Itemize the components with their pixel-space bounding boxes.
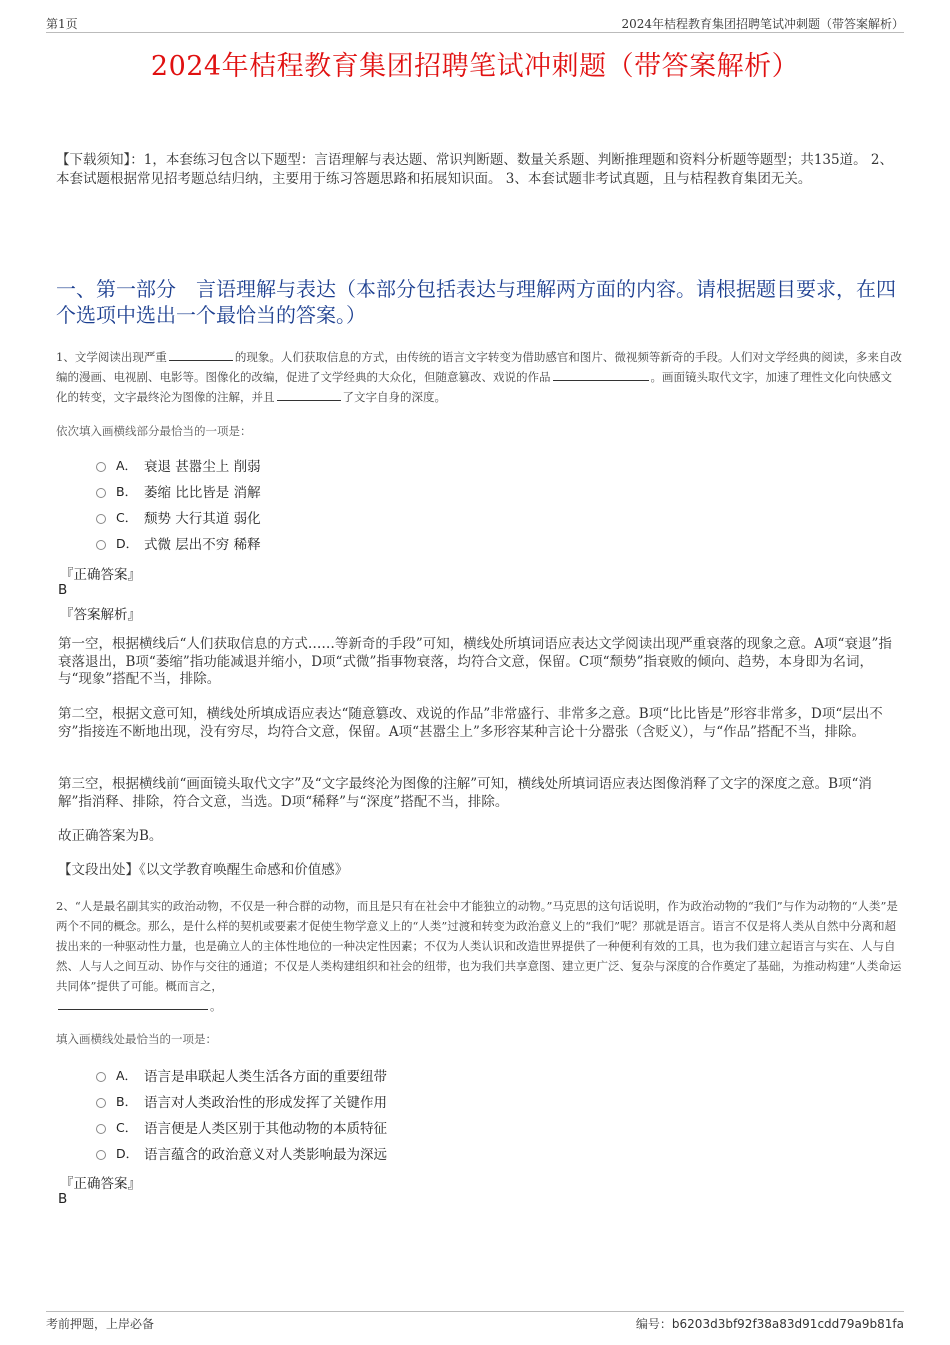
page-number: 第1页 — [46, 17, 78, 31]
analysis-paragraph: 第二空，根据文意可知，横线处所填成语应表达“随意篡改、戏说的作品”非常盛行、非常多之意。B项“比比皆是”形容非常多，D项“层出不穷”指接连不断地出现，没有穷尽，均符合文意，保留。A项“甚嚣尘上”多形容某种言论十分嚣张（含贬义），与“作品”搭配不当，排除。 — [58, 706, 883, 740]
radio-icon[interactable] — [96, 1124, 106, 1134]
page-header — [46, 14, 904, 33]
radio-icon[interactable] — [96, 540, 106, 550]
radio-icon[interactable] — [96, 1150, 106, 1160]
option-a[interactable]: A． 语言是串联起人类生活各方面的重要纽带 — [96, 1062, 387, 1088]
question-1-text: 1、文学阅读出现严重 的现象。人们获取信息的方式，由传统的语言文字转变为借助感官和图片、微视频等新奇的手段。人们对文学经典的阅读，多来自改编的漫画、电视剧、电影等。图像化的改编，促进了文学经典的大众化，但随意篡改、戏说的作品 。画面镜头取代文字，加速了理性文化向快感文化的转变，文字最终沦为图像的注解，并且 了文字自身的深度。 — [56, 347, 902, 407]
analysis-conclusion: 故正确答案为B。 — [58, 828, 163, 844]
question-2-text: 2、“人是最名副其实的政治动物，不仅是一种合群的动物，而且是只有在社会中才能独立的动物。”马克思的这句话说明，作为政治动物的“我们”与作为动物的“人类”是两个不同的概念。那么，是什么样的契机或要素才促使生物学意义上的“人类”过渡和转变为政治意义上的“我们”呢？那就是语言。语言不仅是将人类从自然中分离和超拔出来的一种驱动性力量，也是确立人的主体性地位的一种决定性因素；不仅为人类认识和改造世界提供了一种便利有效的工具，也为我们建立起语言与实在、人与自然、人与人之间互动、协作与交往的通道；不仅是人类构建组织和社会的纽带，也为我们共享意图、建立更广泛、复杂与深度的合作奠定了基础，为推动构建“人类命运共同体”提供了可能。概而言之， 。 — [56, 899, 902, 1013]
page-footer — [46, 1311, 904, 1332]
blank-line — [58, 996, 208, 1010]
option-a[interactable]: A． 衰退 甚嚣尘上 削弱 — [96, 452, 261, 478]
radio-icon[interactable] — [96, 462, 106, 472]
analysis-paragraph: 第一空，根据横线后“人们获取信息的方式……等新奇的手段”可知，横线处所填词语应表达文学阅读出现严重衰落的现象之意。A项“衰退”指衰落退出，B项“萎缩”指功能减退并缩小，D项“式微”指事物衰落，均符合文意，保留。C项“颓势”指衰败的倾向、趋势，本身即为名词，与“现象”搭配不当，排除。 — [58, 636, 892, 687]
question-1-options — [96, 452, 261, 556]
answer-label: 『正确答案』 — [60, 1176, 141, 1192]
option-d[interactable]: D． 式微 层出不穷 稀释 — [96, 530, 261, 556]
option-b[interactable]: B． 萎缩 比比皆是 消解 — [96, 478, 261, 504]
question-2-options — [96, 1062, 387, 1166]
option-c[interactable]: C． 语言便是人类区别于其他动物的本质特征 — [96, 1114, 387, 1140]
document-code: 编号：b6203d3bf92f38a83d91cdd79a9b81fa — [635, 1317, 904, 1331]
analysis-paragraph: 第三空，根据横线前“画面镜头取代文字”及“文字最终沦为图像的注解”可知，横线处所填词语应表达图像消释了文字的深度之意。B项“消解”指消释、排除，符合文意，当选。D项“稀释”与“深度”搭配不当，排除。 — [58, 776, 872, 810]
option-c[interactable]: C． 颓势 大行其道 弱化 — [96, 504, 261, 530]
footer-slogan: 考前押题，上岸必备 — [46, 1317, 155, 1331]
question-1-prompt: 依次填入画横线部分最恰当的一项是： — [56, 424, 252, 438]
blank-line — [169, 347, 233, 361]
correct-answer: B — [58, 1191, 68, 1207]
document-title: 2024年桔程教育集团招聘笔试冲刺题（带答案解析） — [150, 51, 800, 82]
radio-icon[interactable] — [96, 1098, 106, 1108]
analysis-label: 『答案解析』 — [60, 607, 141, 623]
radio-icon[interactable] — [96, 514, 106, 524]
answer-label: 『正确答案』 — [60, 567, 141, 583]
header-doc-title: 2024年桔程教育集团招聘笔试冲刺题（带答案解析） — [621, 17, 904, 31]
radio-icon[interactable] — [96, 1072, 106, 1082]
option-d[interactable]: D． 语言蕴含的政治意义对人类影响最为深远 — [96, 1140, 387, 1166]
blank-line — [553, 367, 649, 381]
question-2-prompt: 填入画横线处最恰当的一项是： — [56, 1032, 217, 1046]
section-heading: 一、第一部分 言语理解与表达（本部分包括表达与理解两方面的内容。请根据题目要求，在四个选项中选出一个最恰当的答案。） — [56, 277, 896, 327]
download-notice: 【下载须知】：1，本套练习包含以下题型：言语理解与表达题、常识判断题、数量关系题、判断推理题和资料分析题等题型；共135道。 2、本套试题根据常见招考题总结归纳，主要用于练习答题思路和拓展知识面。 3、本套试题非考试真题，且与桔程教育集团无关。 — [56, 152, 893, 187]
radio-icon[interactable] — [96, 488, 106, 498]
option-b[interactable]: B． 语言对人类政治性的形成发挥了关键作用 — [96, 1088, 387, 1114]
blank-line — [277, 387, 341, 401]
correct-answer: B — [58, 582, 68, 598]
source-citation: 【文段出处】《以文学教育唤醒生命感和价值感》 — [58, 862, 349, 878]
